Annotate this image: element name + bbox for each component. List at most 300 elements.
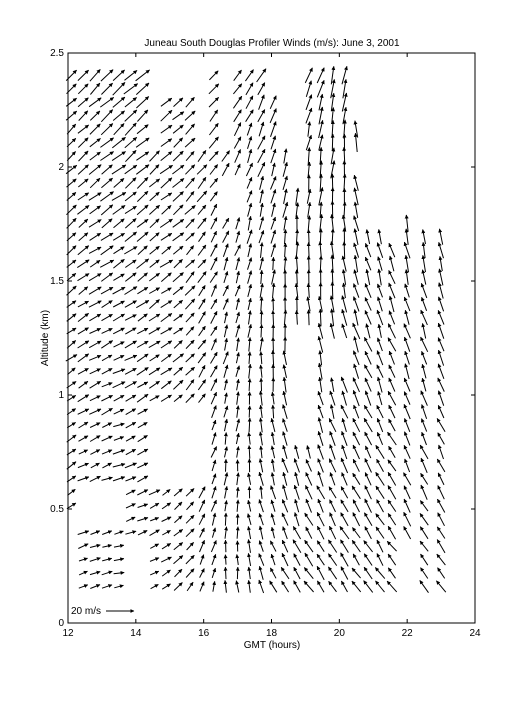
wind-vector [328, 567, 336, 579]
wind-vector [125, 150, 136, 161]
wind-vector [247, 177, 252, 188]
wind-vector [317, 581, 324, 592]
wind-vector [353, 378, 359, 392]
wind-vector [283, 527, 288, 539]
wind-vector [210, 178, 218, 187]
wind-vector [237, 406, 239, 418]
wind-vector [173, 246, 183, 254]
wind-vector [211, 500, 216, 511]
wind-vector [330, 513, 336, 526]
wind-vector [224, 406, 228, 418]
wind-vector [353, 418, 360, 432]
wind-vector [389, 270, 395, 283]
wind-vector [376, 445, 384, 458]
wind-vector [330, 500, 336, 512]
wind-vector [249, 364, 251, 378]
wind-vector [89, 314, 100, 321]
wind-vector [78, 138, 88, 148]
wind-vector [89, 274, 101, 281]
wind-vector [308, 202, 310, 217]
wind-vector [271, 500, 275, 512]
wind-vector [173, 233, 184, 241]
wind-vector [79, 585, 88, 588]
wind-vector [439, 350, 444, 366]
wind-vector [90, 111, 100, 120]
wind-vector [89, 409, 101, 414]
wind-vector [285, 230, 286, 245]
wind-vector [78, 165, 88, 175]
wind-vector [150, 518, 159, 521]
wind-vector [341, 487, 348, 499]
wind-vector [377, 554, 383, 566]
wind-vector [160, 260, 173, 267]
wind-vector [200, 540, 205, 552]
wind-vector [160, 219, 172, 227]
wind-vector [248, 473, 250, 485]
wind-vector [113, 287, 126, 294]
wind-vector [150, 246, 160, 254]
wind-vector [236, 298, 239, 310]
wind-vector [126, 449, 136, 454]
wind-vector [90, 545, 100, 548]
wind-vector [102, 165, 113, 175]
wind-vector [271, 189, 276, 203]
wind-vector [282, 458, 288, 473]
wind-vector [210, 192, 217, 202]
wind-vector [319, 363, 322, 379]
wind-vector [78, 70, 89, 81]
wind-vector [259, 513, 263, 525]
wind-vector [273, 405, 274, 418]
wind-vector [404, 297, 410, 311]
wind-vector [342, 418, 346, 432]
wind-vector [113, 259, 124, 268]
wind-vector [296, 283, 298, 298]
wind-vector [186, 515, 194, 523]
wind-vector [284, 216, 286, 230]
wind-vector [101, 287, 113, 294]
wind-vector [342, 391, 346, 406]
wind-vector [365, 283, 371, 297]
wind-vector [236, 218, 240, 230]
wind-vector [78, 531, 89, 535]
wind-vector [137, 219, 148, 227]
wind-vector [260, 217, 264, 230]
wind-vector [149, 368, 160, 375]
wind-vector [211, 299, 217, 309]
wind-vector [270, 568, 276, 578]
wind-vector [101, 395, 112, 401]
wind-vector [114, 437, 124, 441]
wind-vector [200, 555, 204, 565]
wind-vector [161, 233, 172, 240]
wind-vector [162, 584, 170, 589]
wind-vector [137, 476, 148, 482]
wind-vector [237, 379, 239, 390]
wind-vector [199, 394, 206, 403]
wind-vector [161, 139, 172, 147]
wind-vector [249, 446, 250, 459]
wind-vector [341, 458, 347, 473]
wind-vector [225, 447, 227, 458]
wind-vector [89, 301, 102, 307]
wind-vector [199, 285, 206, 295]
wind-vector [272, 418, 275, 432]
wind-vector [102, 355, 112, 361]
wind-vector [440, 229, 443, 245]
wind-vector [198, 205, 206, 215]
wind-vector [377, 351, 383, 366]
wind-vector [186, 367, 195, 375]
wind-vector [439, 269, 443, 286]
wind-vector [136, 300, 149, 307]
wind-vector [404, 392, 410, 405]
wind-vector [79, 571, 87, 575]
wind-vector [102, 531, 112, 535]
wind-vector [271, 554, 275, 565]
wind-vector [150, 530, 160, 536]
wind-vector [125, 192, 136, 201]
wind-vector [137, 518, 148, 521]
wind-vector [365, 257, 371, 270]
wind-vector [248, 284, 251, 297]
wind-vector [404, 526, 411, 539]
wind-vector [404, 242, 410, 258]
wind-vector [222, 151, 230, 162]
wind-vector [377, 459, 384, 472]
wind-vector [307, 446, 310, 459]
wind-vector [174, 314, 183, 321]
wind-vector [78, 125, 89, 133]
wind-vector [236, 271, 239, 283]
wind-vector [78, 313, 89, 321]
wind-vector [295, 472, 299, 486]
reference-vector [71, 606, 134, 617]
wind-vector [438, 310, 444, 324]
wind-vector [365, 473, 371, 486]
wind-vector [272, 392, 274, 404]
wind-vector [365, 458, 372, 472]
wind-vector [437, 554, 446, 565]
wind-vector [341, 377, 347, 393]
wind-vector [125, 165, 137, 174]
wind-vector [248, 553, 250, 566]
wind-vector [283, 176, 287, 190]
wind-vector [236, 366, 239, 377]
wind-vector [389, 365, 395, 378]
wind-vector [342, 296, 346, 313]
wind-vector [260, 257, 263, 270]
wind-vector [388, 472, 396, 485]
wind-vector [149, 341, 160, 348]
wind-vector [272, 527, 275, 538]
wind-vector [421, 485, 427, 500]
wind-vector [224, 271, 228, 283]
wind-vector [112, 192, 126, 200]
wind-vector [261, 324, 262, 337]
wind-vector [388, 526, 395, 539]
wind-vector [224, 365, 228, 378]
wind-vector [199, 326, 206, 336]
wind-vector [320, 351, 322, 366]
wind-vector [248, 258, 252, 270]
wind-vector [90, 476, 101, 481]
wind-vector [317, 526, 324, 539]
wind-vector [284, 365, 287, 378]
wind-vector [209, 137, 218, 148]
wind-vector [271, 176, 276, 189]
wind-vector [225, 500, 227, 511]
wind-vector [187, 542, 194, 550]
wind-vector [237, 446, 239, 457]
wind-vector [186, 313, 194, 322]
wind-vector [353, 554, 359, 565]
wind-vector [318, 459, 324, 473]
wind-vector [272, 446, 275, 458]
wind-vector [113, 450, 125, 454]
wind-vector [78, 301, 89, 307]
wind-vector [161, 395, 172, 401]
wind-vector [364, 513, 372, 526]
wind-vector [272, 459, 274, 472]
wind-vector [388, 486, 396, 500]
wind-vector [376, 472, 385, 485]
wind-vector [197, 191, 207, 202]
wind-vector [236, 419, 239, 431]
wind-vector [420, 501, 428, 512]
wind-vector [284, 149, 287, 164]
x-axis-label: GMT (hours) [243, 640, 301, 651]
wind-vector [272, 203, 275, 217]
wind-vector [161, 313, 172, 321]
wind-vector [212, 528, 215, 538]
wind-vector [376, 581, 385, 592]
wind-vector [437, 527, 445, 539]
wind-vector [125, 70, 138, 80]
wind-vector [212, 406, 217, 418]
wind-vector [114, 395, 124, 401]
wind-vector [211, 204, 217, 216]
wind-vector [355, 310, 358, 326]
wind-vector [404, 404, 410, 419]
wind-vector [125, 260, 136, 268]
wind-vector [389, 446, 396, 458]
wind-vector [306, 95, 312, 110]
wind-vector [114, 545, 124, 547]
wind-vector [149, 381, 159, 388]
x-tick-label: 16 [198, 628, 210, 639]
wind-vector [306, 108, 312, 123]
wind-vector [114, 531, 123, 534]
wind-vector [125, 368, 136, 374]
wind-vector [137, 287, 148, 294]
wind-vector [421, 283, 426, 298]
wind-vector [173, 273, 184, 282]
wind-vector [420, 513, 428, 525]
wind-vector [282, 540, 288, 552]
wind-vector [282, 499, 287, 512]
wind-vector [125, 98, 137, 108]
wind-vector [353, 473, 360, 485]
wind-vector [249, 418, 250, 432]
chart-title: Juneau South Douglas Profiler Winds (m/s): June 3, 2001 [144, 38, 400, 49]
wind-vector [329, 459, 336, 473]
wind-vector [186, 124, 195, 134]
wind-vector [174, 543, 183, 550]
wind-vector [102, 301, 113, 308]
wind-vector [405, 351, 409, 364]
wind-vector [223, 285, 228, 296]
wind-vector [160, 165, 173, 173]
wind-vector [420, 445, 428, 459]
wind-vector [211, 540, 216, 552]
wind-vector [90, 572, 100, 575]
wind-vector [233, 84, 241, 94]
wind-vector [284, 189, 287, 204]
wind-vector [364, 337, 372, 351]
wind-vector [294, 459, 299, 473]
wind-vector [224, 325, 227, 338]
wind-vector [421, 554, 428, 565]
wind-vector [342, 473, 348, 486]
wind-vector [421, 391, 428, 406]
wind-vector [317, 512, 324, 526]
wind-vector [223, 352, 228, 364]
wind-vector [186, 219, 195, 228]
wind-vector [211, 366, 218, 378]
wind-vector [260, 526, 263, 539]
wind-vector [137, 177, 148, 188]
wind-vector [90, 436, 100, 442]
wind-vector [353, 432, 360, 445]
wind-vector [341, 553, 349, 567]
wind-vector [212, 460, 215, 471]
wind-vector [200, 569, 205, 578]
wind-vector [137, 490, 148, 495]
wind-vector [404, 378, 410, 392]
wind-vector [125, 531, 136, 534]
wind-vector [209, 123, 218, 135]
wind-vector [138, 314, 148, 321]
wind-vector [389, 378, 395, 392]
wind-vector [200, 582, 204, 592]
wind-vector [248, 216, 251, 230]
wind-vector [223, 231, 229, 243]
wind-vector [137, 259, 149, 269]
wind-vector [174, 300, 183, 308]
wind-vector [79, 436, 89, 442]
wind-vector [234, 110, 242, 122]
wind-vector [271, 244, 275, 257]
wind-vector [318, 499, 323, 512]
wind-vector [352, 486, 360, 499]
wind-vector [421, 473, 428, 484]
wind-vector [437, 418, 445, 431]
wind-vector [78, 246, 89, 255]
wind-vector [261, 243, 263, 258]
wind-vector [389, 283, 395, 298]
wind-vector [89, 341, 101, 348]
wind-vector [198, 150, 206, 161]
wind-vector [78, 341, 89, 348]
wind-vector [259, 472, 263, 486]
wind-vector [248, 540, 250, 553]
wind-vector [258, 136, 265, 150]
wind-vector [341, 581, 347, 592]
wind-vector [306, 499, 311, 513]
wind-vector [282, 581, 289, 592]
wind-vector [225, 433, 226, 445]
wind-vector [101, 178, 112, 188]
wind-vector [270, 541, 276, 552]
wind-vector [150, 544, 158, 549]
wind-vector [438, 338, 444, 352]
wind-vector [437, 499, 444, 512]
wind-vector [438, 568, 445, 579]
wind-vector [161, 557, 171, 562]
wind-vector [318, 405, 323, 418]
wind-vector [211, 392, 216, 404]
wind-vector [365, 432, 372, 445]
wind-vector [330, 431, 335, 446]
wind-vector [78, 463, 89, 467]
wind-vector [113, 424, 124, 427]
wind-vector [79, 151, 89, 161]
wind-vector [137, 394, 148, 402]
wind-vector [137, 328, 148, 334]
wind-vector [249, 567, 251, 579]
wind-vector [161, 110, 172, 121]
wind-vector [200, 528, 205, 538]
wind-vector [387, 581, 397, 592]
wind-vector [211, 231, 216, 242]
wind-vector [420, 527, 428, 539]
wind-vector [317, 80, 324, 97]
wind-vector [319, 336, 323, 352]
wind-vector [102, 328, 113, 333]
wind-vector [272, 270, 275, 285]
wind-vector [113, 205, 125, 214]
wind-vector [90, 450, 100, 455]
wind-vector [420, 541, 428, 551]
wind-vector [379, 324, 382, 338]
wind-vector [225, 513, 226, 526]
wind-vector [174, 556, 183, 564]
wind-vector [388, 554, 396, 565]
wind-vector [199, 365, 205, 377]
wind-vector [234, 70, 242, 81]
wind-vector [309, 310, 310, 326]
wind-vector [365, 378, 371, 392]
wind-vector [136, 138, 149, 147]
wind-vector [79, 233, 88, 241]
wind-vector [186, 380, 194, 391]
wind-vector [365, 499, 372, 513]
wind-vector [388, 324, 395, 339]
wind-vector [175, 569, 183, 577]
wind-vector [174, 583, 182, 591]
wind-vector [236, 231, 239, 243]
wind-vector [352, 581, 361, 592]
wind-vector [113, 328, 124, 334]
wind-vector [90, 83, 100, 94]
wind-vector [162, 517, 172, 522]
wind-vector [305, 553, 313, 566]
wind-vector [378, 377, 382, 393]
wind-vector [329, 487, 336, 499]
wind-vector [246, 110, 254, 122]
wind-vector [185, 299, 194, 309]
